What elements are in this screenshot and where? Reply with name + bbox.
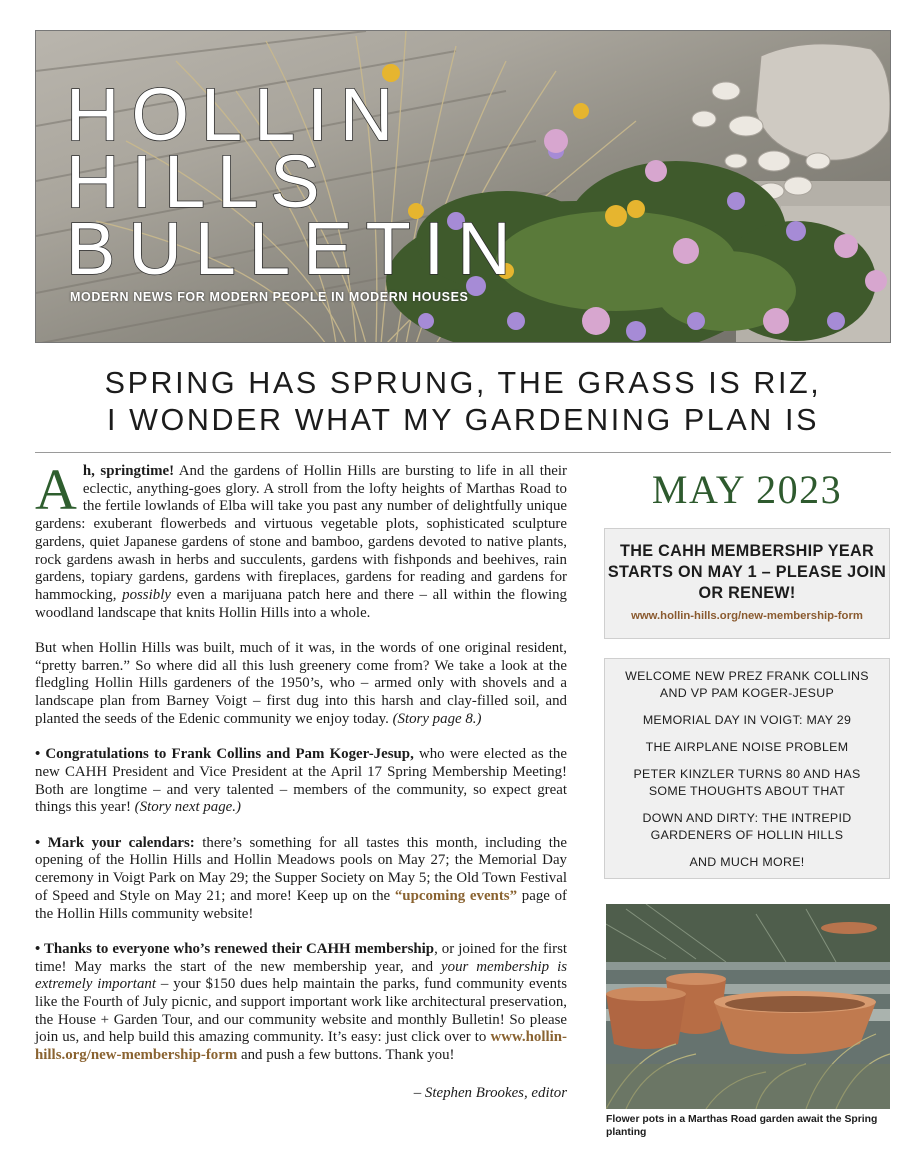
membership-text-3: and push a few buttons. Thank you!	[237, 1047, 455, 1064]
issue-item-gardeners: DOWN AND DIRTY: THE INTREPID GARDENERS OF HOLLIN HILLS	[642, 811, 852, 842]
headline-line2: I WONDER WHAT MY GARDENING PLAN IS	[106, 403, 820, 437]
masthead-title-line2: HILLS	[66, 140, 332, 223]
membership-italic: your membership is extremely important	[35, 958, 567, 993]
masthead-banner	[35, 30, 891, 343]
article-paragraph-membership	[35, 941, 567, 1065]
calendar-lead: • Mark your calendars:	[35, 834, 195, 851]
congrats-lead: • Congratulations to Frank Collins and Pam Koger-Jesup,	[35, 746, 414, 763]
history-text: But when Hollin Hills was built, much of it was, in the words of one original resident, “pretty barren.” So where did all this lush greenery come from? We take a look at the fledgling Hollin Hills gardeners of the 1950’s, who – armed only with shovels and a landscape plan from Barney Voigt – first dug into this harsh and clay-filled soil, and planted the seeds of the Edenic community we enjoy today.	[35, 640, 567, 727]
masthead-title-line1: HOLLIN	[66, 73, 406, 156]
membership-callout-link[interactable]: www.hollin-hills.org/new-membership-form	[631, 610, 863, 622]
in-this-issue-list	[605, 659, 889, 871]
main-headline	[35, 365, 891, 439]
dropcap: A	[35, 457, 77, 522]
congrats-text: who were elected as the new CAHH President and Vice President at the April 17 Spring Membership Meeting! Both are longtime – and very talented – members of the community, so expect great things this year!	[35, 746, 567, 816]
history-story-ref: (Story page 8.)	[392, 710, 482, 727]
intro-lead: h, springtime!	[82, 463, 175, 479]
membership-callout-heading: THE CAHH MEMBERSHIP YEAR STARTS ON MAY 1 – PLEASE JOIN OR RENEW!	[607, 542, 887, 602]
issue-item-more: AND MUCH MORE!	[689, 855, 805, 869]
issue-item-peter-kinzler: PETER KINZLER TURNS 80 AND HAS SOME THOUGHTS ABOUT THAT	[633, 767, 861, 798]
intro-text-2: even a marijuana patch here and there – all within the flowing woodland landscape that knits Hollin Hills into a whole.	[35, 586, 567, 621]
upcoming-events-link[interactable]: “upcoming events”	[394, 887, 518, 904]
article-paragraph-congrats	[35, 746, 567, 817]
issue-date: MAY 2023	[651, 467, 843, 512]
photo-caption: Flower pots in a Marthas Road garden await the Spring planting	[606, 1114, 878, 1138]
in-this-issue-box	[604, 658, 890, 879]
headline-divider	[35, 452, 891, 453]
issue-item-memorial-day: MEMORIAL DAY IN VOIGT: MAY 29	[642, 713, 852, 727]
membership-form-link[interactable]: www.hollin-hills.org/new-membership-form	[35, 1029, 567, 1064]
congrats-story-ref: (Story next page.)	[134, 799, 241, 816]
masthead-tagline: MODERN NEWS FOR MODERN PEOPLE IN MODERN HOUSES	[70, 290, 469, 304]
membership-lead: • Thanks to everyone who’s renewed their CAHH membership	[35, 940, 435, 957]
intro-italic: possibly	[122, 586, 171, 603]
intro-text: And the gardens of Hollin Hills are bursting to life in all their eclectic, anything-goes glory. A stroll from the lofty heights of Marthas Road to the fertile lowlands of Elba will take you past any number of delightfully unique gardens: exuberant flowerbeds and virtuous vegetable plots, sophisticated sculpture gardens, quiet Japanese gardens of stone and bamboo, gardens devoted to native plants, rock gardens awash in herbs and succulents, gardens with fishponds and beehives, rain gardens, topiary gardens, gardens with fireplaces, gardens for reading and gardens for hammocking,	[35, 463, 567, 603]
masthead-title-line3: BULLETIN	[66, 207, 524, 290]
flower-pots-photo	[606, 904, 890, 1109]
editor-signature: – Stephen Brookes, editor	[413, 1084, 567, 1101]
flower-pots-image	[606, 904, 890, 1109]
issue-item-welcome: WELCOME NEW PREZ FRANK COLLINS AND VP PAM KOGER-JESUP	[625, 669, 869, 700]
membership-text: , or joined for the first time! May marks the start of the new membership year, and	[35, 940, 568, 975]
article-paragraph-calendar	[35, 835, 567, 924]
membership-text-2: – your $150 dues help maintain the parks, fund community events like the Fourth of July picnic, and support important work like architectural preservation, the House + Garden Tour, and our community website and monthly Bulletin! So please join us, and help build this amazing community. It’s easy: just click over to	[35, 976, 567, 1046]
headline-line1: SPRING HAS SPRUNG, THE GRASS IS RIZ,	[104, 366, 822, 400]
article-paragraph-intro	[35, 457, 567, 622]
calendar-text-2: page of the Hollin Hills community website!	[35, 887, 567, 922]
article-paragraph-history	[35, 640, 567, 729]
calendar-text: there’s something for all tastes this month, including the opening of the Hollin Hills and Hollin Meadows pools on May 27; the Memorial Day ceremony in Voigt Park on May 29; the Supper Society on May 5; the Old Town Festival of Speed and Style on May 21; and more! Keep up on the	[35, 834, 567, 904]
main-article	[35, 457, 568, 1103]
issue-item-airplane-noise: THE AIRPLANE NOISE PROBLEM	[645, 740, 849, 754]
membership-callout	[604, 528, 890, 639]
